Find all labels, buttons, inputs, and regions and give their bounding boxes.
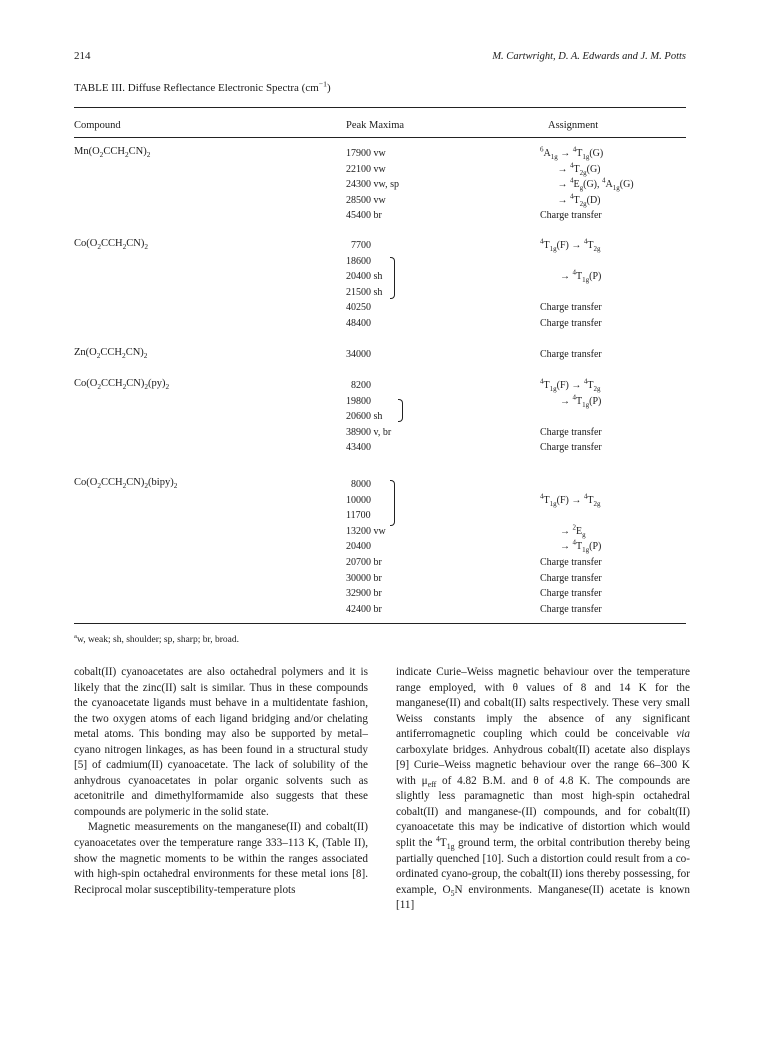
- table-bottom-rule: [74, 623, 686, 624]
- table-top-rule: [74, 107, 686, 108]
- compound-cell: $Zn(O_2CCH_2CN)_2$: [74, 347, 148, 361]
- table-footnote: $^a$w, weak; sh, shoulder; sp, sharp; br, broad.: [74, 632, 240, 645]
- column-header-compound: Compound: [74, 120, 121, 131]
- body-column-left: [74, 665, 368, 898]
- column-header-peaks: Peak Maxima: [346, 120, 405, 131]
- table-header-rule: [74, 137, 686, 138]
- assignment-values: $^6A_{1g} \to ^4T_{1g}(G)$ → $^4T_{2g}(G)$ → $^4E_g(G)$, $^4A_{1g}(G)$ → $^4T_{2g}(D)$ Charge transfer: [540, 145, 634, 222]
- paragraph: indicate Curie–Weiss magnetic behaviour over the temperature range employed, with θ values of 8 and 14 K for the manganese(II) and cobalt(II) salts respectively. These very small Weiss constants imply the absence of any significant antiferromagnetic coupling which could be conceivable via carboxylate bridges. Anhydrous cobalt(II) acetate also displays [9] Curie–Weiss magnetic behaviour over the range 66–300 K with $\mu_{eff}$ of 4.82 B.M. and θ of 4.8 K. The compounds are slightly less paramagnetic than most high-spin octahedral cobalt(II) and manganese-(II) compounds, and for cobalt(II) cyanoacetate this may be indicative of distortion which would split the $^4T_{1g}$ ground term, the orbital contribution thereby being partially quenched [10]. Such a distortion could result from a co-ordinated cyano-group, the cobalt(II) ions thereby possessing, for example, $O_5N$ environments. Manganese(II) acetate is known [11]: [396, 666, 690, 912]
- brace: [390, 480, 395, 526]
- table-caption: TABLE III. Diffuse Reflectance Electronic Spectra $(cm^{-1})$: [74, 79, 331, 94]
- peak-values: 8200 19800 20600 sh 38900 v, br 43400: [346, 380, 392, 454]
- assignment-values: $^4T_{1g}(F) \to ^4T_{2g}$ → $^4T_{1g}(P)$ Charge transfer Charge transfer: [540, 377, 602, 454]
- column-header-assignment: Assignment: [548, 120, 599, 131]
- peak-values: 34000: [346, 349, 371, 360]
- brace: [390, 257, 395, 299]
- compound-cell: $Co(O_2CCH_2CN)_2(py)_2$: [74, 378, 170, 392]
- running-head: M. Cartwright, D. A. Edwards and J. M. Potts: [492, 51, 686, 62]
- peak-values: 8000 10000 11700 13200 vw 20400 20700 br 30000 br 32900 br 42400 br: [346, 479, 386, 615]
- brace: [398, 399, 403, 422]
- assignment-values: $^4T_{1g}(F) \to ^4T_{2g}$ → $^4T_{1g}(P)$ Charge transfer Charge transfer: [540, 237, 602, 329]
- paragraph: Magnetic measurements on the manganese(II) and cobalt(II) cyanoacetates over the temperature range 333–113 K, (Table II), show the magnetic moments to be within the ranges associated with high-spin octahedral environments for these metal ions [8]. Reciprocal molar susceptibility-temperature plots: [74, 821, 368, 896]
- assignment-values: Charge transfer: [540, 349, 602, 360]
- body-column-right: [396, 665, 690, 914]
- compound-cell: $Co(O_2CCH_2CN)_2(bipy)_2$: [74, 477, 178, 491]
- peak-values: 17900 vw 22100 vw 24300 vw, sp 28500 vw 45400 br: [346, 148, 399, 222]
- page-number: 214: [74, 50, 91, 62]
- paragraph: cobalt(II) cyanoacetates are also octahedral polymers and it is likely that the zinc(II) salt is similar. Thus in these compounds the cyanoacetate ligands must behave in a multidentate fashion, the two oxygen atoms of each ligand bridging and/or chelating metal atoms. This bonding may also be supported by metal–cyano nitrogen linkages, as has been found in a structural study [5] of cadmium(II) cyanoacetate. The lack of solubility of the anhydrous cyanoacetates in polar organic solvents such as acetonitrile and dimethylformamide also suggests that these compounds are polymeric in the solid state.: [74, 666, 368, 818]
- compound-cell: $Co(O_2CCH_2CN)_2$: [74, 238, 149, 252]
- assignment-values: $^4T_{1g}(F) \to ^4T_{2g}$ → $^2E_g$ → $^4T_{1g}(P)$ Charge transfer Charge transfer Charge transfer Charge transfer: [540, 492, 602, 615]
- peak-values: 7700 18600 20400 sh 21500 sh 40250 48400: [346, 240, 383, 329]
- compound-cell: $Mn(O_2CCH_2CN)_2$: [74, 146, 151, 160]
